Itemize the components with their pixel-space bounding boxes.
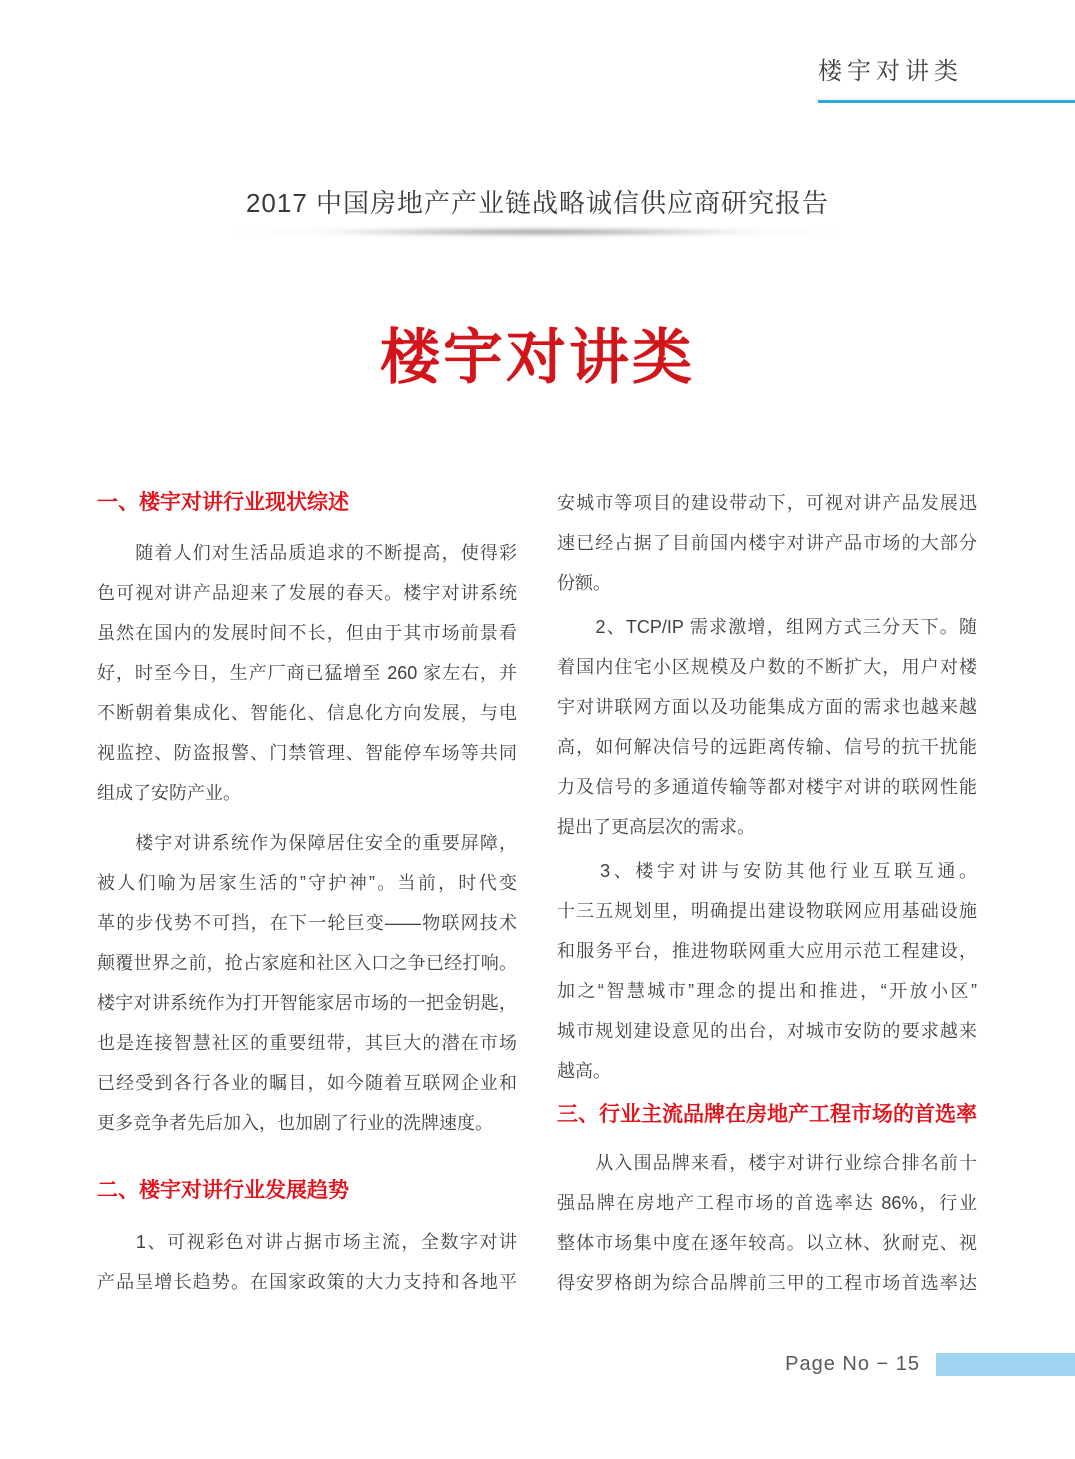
text-line: 1、可视彩色对讲占据市场主流，全数字对讲 [97,1232,517,1252]
footer-accent-bar [936,1353,1075,1376]
section-heading: 三、行业主流品牌在房地产工程市场的首选率 [557,1103,977,1126]
paragraph [557,851,977,1091]
text-line: 已经受到各行各业的瞩目，如今随着互联网企业和 [97,1073,517,1093]
footer-page-label: Page No − 15 [785,1353,920,1375]
report-title-shadow [225,227,850,241]
text-line: 也是连接智慧社区的重要纽带，其巨大的潜在市场 [97,1033,517,1053]
text-line: 宇对讲联网方面以及功能集成方面的需求也越来越 [557,697,977,717]
text-line: 更多竞争者先后加入，也加剧了行业的洗牌速度。 [97,1113,493,1133]
text-line: 强品牌在房地产工程市场的首选率达 86%，行业 [557,1193,977,1213]
text-line: 十三五规划里，明确提出建设物联网应用基础设施 [557,901,977,921]
text-line: 产品呈增长趋势。在国家政策的大力支持和各地平 [97,1272,517,1292]
text-line: 被人们喻为居家生活的”守护神”。当前，时代变 [97,873,517,893]
text-line: 颠覆世界之前，抢占家庭和社区入口之争已经打响。 [97,953,517,973]
text-line: 份额。 [557,573,611,593]
text-line: 着国内住宅小区规模及户数的不断扩大，用户对楼 [557,657,977,677]
text-line: 速已经占据了目前国内楼宇对讲产品市场的大部分 [557,533,977,553]
column-right [557,483,977,1303]
text-line: 2、TCP/IP 需求激增，组网方式三分天下。随 [557,617,977,637]
text-line: 楼宇对讲系统作为打开智能家居市场的一把金钥匙， [97,993,517,1013]
text-line: 提出了更高层次的需求。 [557,817,755,837]
text-line: 加之“智慧城市”理念的提出和推进，“开放小区” [557,981,977,1001]
chapter-title: 楼宇对讲类 [380,323,695,393]
text-line: 整体市场集中度在逐年较高。以立林、狄耐克、视 [557,1233,977,1253]
text-line: 虽然在国内的发展时间不长，但由于其市场前景看 [97,623,517,643]
report-title: 2017 中国房地产产业链战略诚信供应商研究报告 [245,188,830,218]
text-line: 力及信号的多通道传输等都对楼宇对讲的联网性能 [557,777,977,797]
text-line: 好，时至今日，生产厂商已猛增至 260 家左右，并 [97,663,517,683]
column-left [97,483,517,1302]
text-line: 革的步伐势不可挡，在下一轮巨变——物联网技术 [97,913,517,933]
text-line: 从入围品牌来看，楼宇对讲行业综合排名前十 [557,1153,977,1173]
header-rule [818,100,1075,103]
text-line: 城市规划建设意见的出台，对城市安防的要求越来 [557,1021,977,1041]
text-line: 楼宇对讲系统作为保障居住安全的重要屏障， [97,833,517,853]
text-line: 色可视对讲产品迎来了发展的春天。楼宇对讲系统 [97,583,517,603]
text-line: 不断朝着集成化、智能化、信息化方向发展，与电 [97,703,517,723]
paragraph [557,607,977,847]
section-heading: 二、楼宇对讲行业发展趋势 [97,1179,349,1202]
text-line: 得安罗格朗为综合品牌前三甲的工程市场首选率达 [557,1273,977,1293]
text-line: 视监控、防盗报警、门禁管理、智能停车场等共同 [97,743,517,763]
text-line: 安城市等项目的建设带动下，可视对讲产品发展迅 [557,493,977,513]
section-heading: 一、楼宇对讲行业现状综述 [97,491,349,514]
paragraph [97,1222,517,1302]
text-line: 随着人们对生活品质追求的不断提高，使得彩 [97,543,517,563]
text-line: 高，如何解决信号的远距离传输、信号的抗干扰能 [557,737,977,757]
paragraph [557,483,977,603]
text-line: 越高。 [557,1061,611,1081]
paragraph [97,823,517,1143]
text-line: 3、楼宇对讲与安防其他行业互联互通。 [557,861,977,881]
text-line: 和服务平台，推进物联网重大应用示范工程建设， [557,941,977,961]
paragraph [97,533,517,813]
text-line: 组成了安防产业。 [97,783,241,803]
header-section-label: 楼宇对讲类 [818,58,963,85]
paragraph [557,1143,977,1303]
